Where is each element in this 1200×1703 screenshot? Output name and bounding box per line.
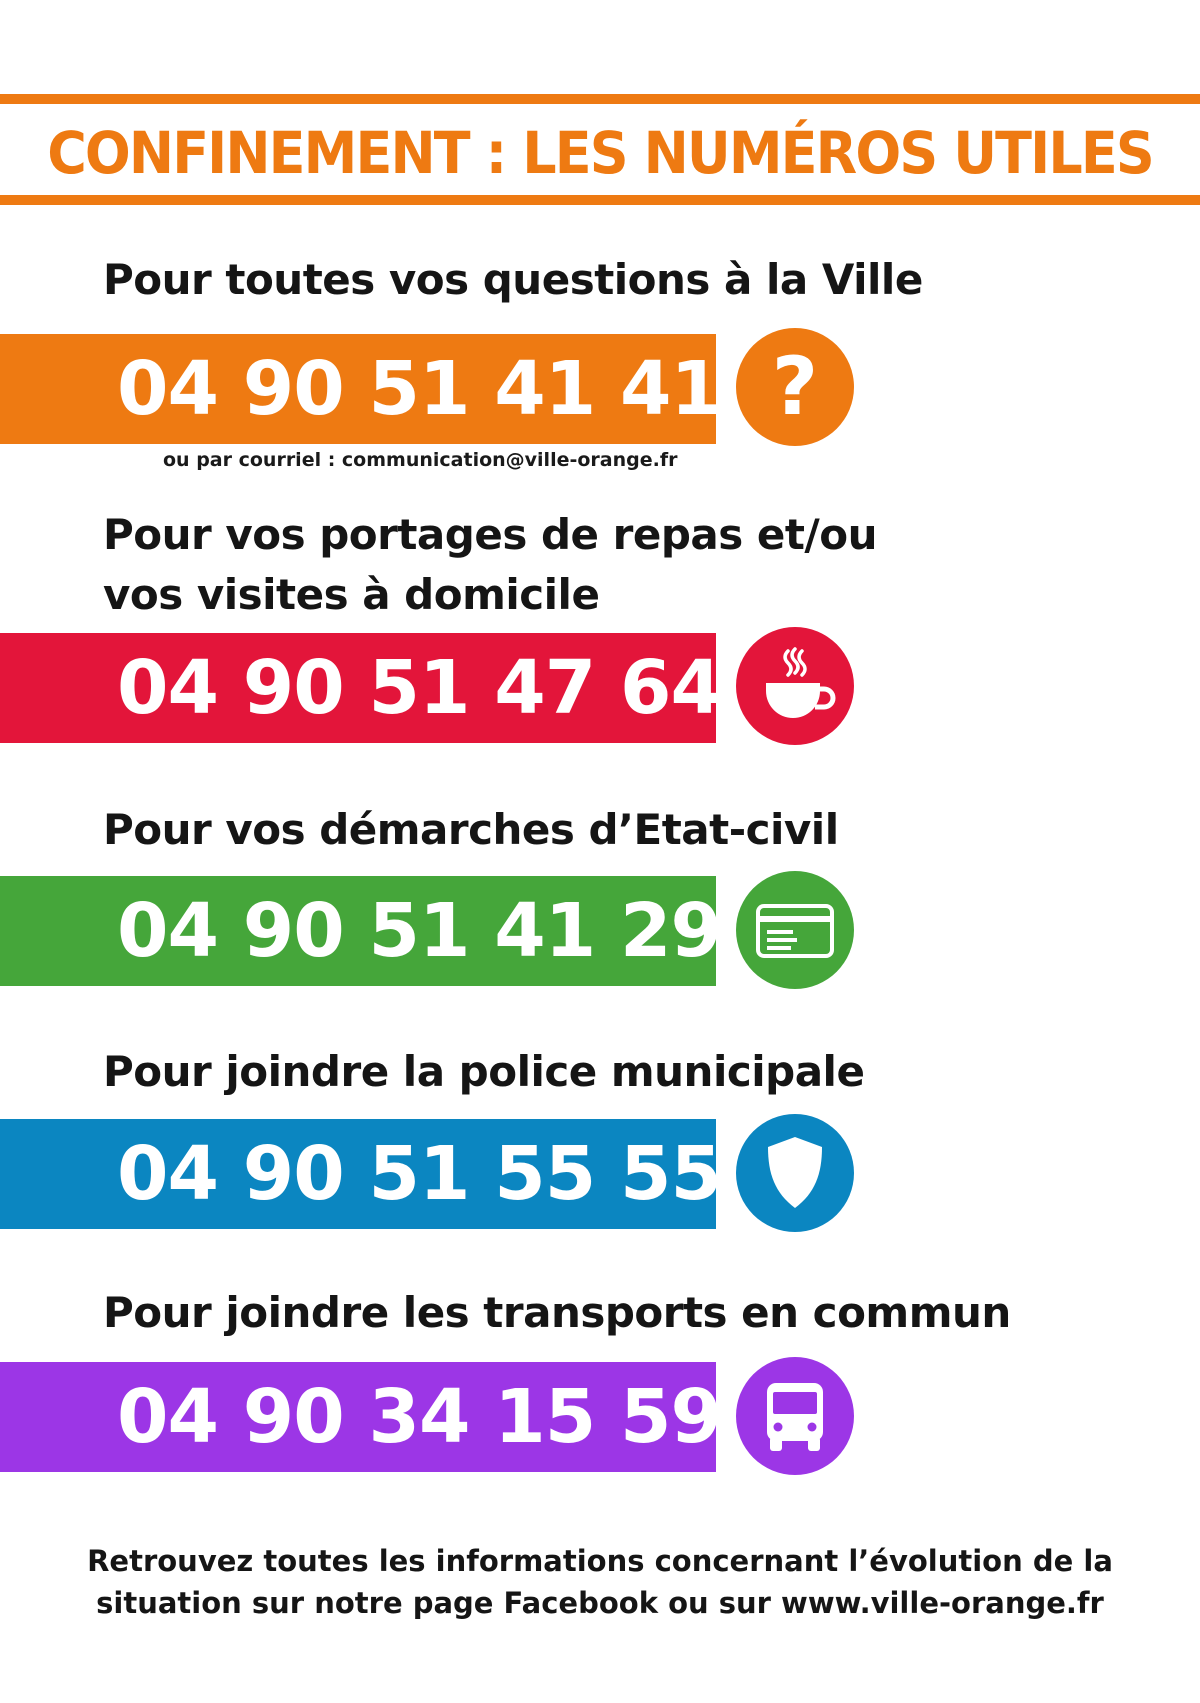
section-heading-police: Pour joindre la police municipale — [103, 1047, 865, 1096]
phone-number-repas[interactable]: 04 90 51 47 64 — [117, 645, 721, 731]
section-heading-ville: Pour toutes vos questions à la Ville — [103, 255, 923, 304]
phone-bar-etat-civil — [0, 876, 721, 986]
bus-icon — [736, 1357, 854, 1475]
hot-cup-icon — [736, 627, 854, 745]
section-heading-transports: Pour joindre les transports en commun — [103, 1288, 1011, 1337]
email-note: ou par courriel : communication@ville-orange.fr — [163, 449, 678, 471]
phone-bar-ville — [0, 334, 721, 444]
page-title: CONFINEMENT : LES NUMÉROS UTILES — [47, 119, 1153, 187]
phone-bar-repas — [0, 633, 721, 743]
shield-icon — [736, 1114, 854, 1232]
header-bottom-rule — [0, 195, 1200, 205]
footer-line-1: Retrouvez toutes les informations concernant l’évolution de la — [87, 1544, 1113, 1578]
id-card-icon — [736, 871, 854, 989]
footer-info — [0, 1540, 1200, 1624]
phone-number-transports[interactable]: 04 90 34 15 59 — [117, 1374, 721, 1460]
section-heading-repas-line2: vos visites à domicile — [103, 570, 600, 619]
phone-number-etat-civil[interactable]: 04 90 51 41 29 — [117, 888, 721, 974]
svg-text:?: ? — [771, 340, 819, 433]
phone-bar-police — [0, 1119, 721, 1229]
phone-number-ville[interactable]: 04 90 51 41 41 — [117, 346, 721, 432]
phone-number-police[interactable]: 04 90 51 55 55 — [117, 1131, 721, 1217]
section-heading-repas-line1: Pour vos portages de repas et/ou — [103, 510, 878, 559]
section-heading-etat-civil: Pour vos démarches d’Etat-civil — [103, 805, 839, 854]
phone-bar-transports — [0, 1362, 721, 1472]
question-mark-icon — [736, 328, 854, 446]
header-top-rule — [0, 94, 1200, 104]
footer-line-2: situation sur notre page Facebook ou sur www.ville-orange.fr — [96, 1586, 1104, 1620]
